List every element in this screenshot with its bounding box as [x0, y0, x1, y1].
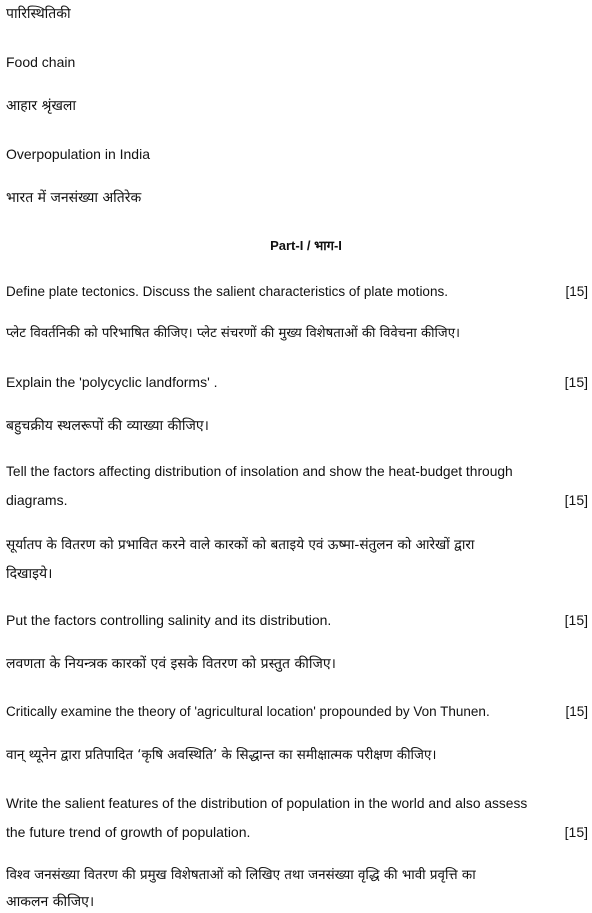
question-4-hi: लवणता के नियन्त्रक कारकों एवं इसके वितरण को प्रस्तुत कीजिए। — [6, 656, 336, 672]
section-heading: Part-I / भाग-I — [270, 238, 342, 253]
topic-line: Food chain — [6, 54, 76, 70]
question-text: Put the factors controlling salinity and its distribution. — [6, 612, 332, 628]
question-4-en — [6, 612, 588, 628]
question-text: Critically examine the theory of 'agricultural location' propounded by Von Thunen. — [6, 704, 490, 719]
topic-line: भारत में जनसंख्या अतिरेक — [6, 190, 142, 206]
marks-label: [15] — [565, 284, 588, 299]
question-5-en — [6, 704, 588, 720]
question-5-hi: वान् थ्यूनेन द्वारा प्रतिपादित ‘कृषि अवस्थिति’ के सिद्धान्त का समीक्षात्मक परीक्षण कीजिए। — [6, 748, 437, 763]
question-text: Define plate tectonics. Discuss the salient characteristics of plate motions. — [6, 284, 448, 299]
question-6-hi-line-1: विश्व जनसंख्या वितरण की प्रमुख विशेषताओं को लिखिए तथा जनसंख्या वृद्धि की भावी प्रवृत्ति का — [6, 868, 476, 883]
question-6-hi-line-2: आकलन कीजिए। — [6, 894, 95, 910]
question-6-en-line-2 — [6, 824, 588, 840]
question-3-en-line-1: Tell the factors affecting distribution of insolation and show the heat-budget through — [6, 464, 513, 479]
question-2-hi: बहुचक्रीय स्थलरूपों की व्याख्या कीजिए। — [6, 418, 209, 434]
question-3-hi-line-1: सूर्यातप के वितरण को प्रभावित करने वाले कारकों को बताइये एवं ऊष्मा-संतुलन को आरेखों द्वारा — [6, 537, 475, 553]
question-text: the future trend of growth of population. — [6, 824, 251, 840]
question-3-en-line-2 — [6, 492, 588, 508]
marks-label: [15] — [564, 492, 588, 508]
marks-label: [15] — [564, 824, 588, 840]
question-6-en-line-1: Write the salient features of the distribution of population in the world and also assess — [6, 796, 528, 811]
marks-label: [15] — [564, 374, 588, 390]
question-3-hi-line-2: दिखाइये। — [6, 566, 53, 582]
marks-label: [15] — [565, 704, 588, 719]
question-text: Explain the 'polycyclic landforms' . — [6, 374, 218, 390]
question-1-hi: प्लेट विवर्तनिकी को परिभाषित कीजिए। प्लेट संचरणों की मुख्य विशेषताओं की विवेचना कीजिए। — [6, 326, 461, 341]
question-text: diagrams. — [6, 492, 68, 508]
topic-line: आहार श्रृंखला — [6, 98, 77, 114]
question-2-en — [6, 374, 588, 390]
topic-line: पारिस्थितिकी — [6, 6, 71, 22]
topic-line: Overpopulation in India — [6, 146, 150, 162]
question-1-en — [6, 284, 588, 300]
marks-label: [15] — [564, 612, 588, 628]
